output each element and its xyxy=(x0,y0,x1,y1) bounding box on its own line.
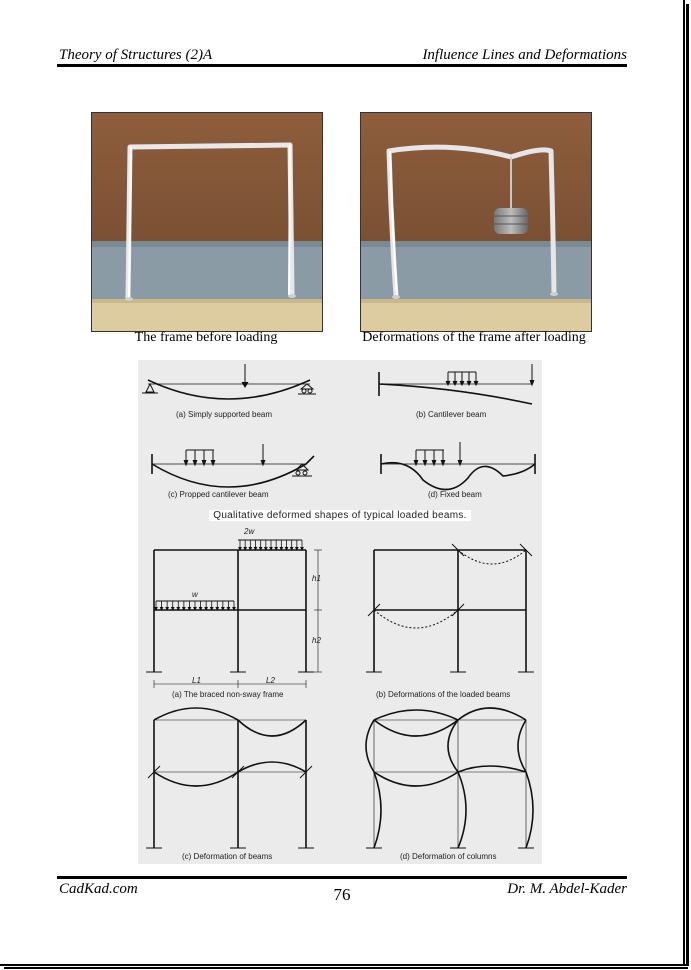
figure-title-text: Qualitative deformed shapes of typical loaded beams. xyxy=(209,510,471,521)
L1-label: L1 xyxy=(192,676,201,685)
label-cantilever-beam: (b) Cantilever beam xyxy=(416,410,487,419)
page-border-bottom xyxy=(0,964,687,966)
photo-caption-after: Deformations of the frame after loading xyxy=(362,330,586,345)
h1-label: h1 xyxy=(312,574,321,583)
page-border-right xyxy=(683,0,685,966)
h2-label: h2 xyxy=(312,636,321,645)
label-braced-frame: (a) The braced non-sway frame xyxy=(172,690,284,699)
load-2w-label: 2w xyxy=(244,527,255,536)
photo-frame-after-loading xyxy=(360,112,592,332)
page-header xyxy=(57,47,627,65)
footer-rule xyxy=(57,876,627,879)
deformed-shapes-diagram xyxy=(138,360,542,864)
header-left-title: Theory of Structures (2)A xyxy=(59,47,213,63)
deformed-shapes-figure xyxy=(138,360,542,864)
footer-website: CadKad.com xyxy=(59,881,138,897)
figure-title xyxy=(138,510,542,521)
page-shadow-bottom xyxy=(4,967,688,969)
label-fixed-beam: (d) Fixed beam xyxy=(428,490,482,499)
label-propped-cantilever-beam: (c) Propped cantilever beam xyxy=(168,490,269,499)
label-columns-deformation: (d) Deformation of columns xyxy=(400,852,497,861)
footer-author: Dr. M. Abdel-Kader xyxy=(507,881,627,897)
page-shadow-right xyxy=(686,4,689,966)
page-number: 76 xyxy=(333,885,351,904)
label-loaded-beams-deformation: (b) Deformations of the loaded beams xyxy=(376,690,511,699)
label-beams-deformation: (c) Deformation of beams xyxy=(182,852,273,861)
page-footer xyxy=(57,881,627,903)
load-w-label: w xyxy=(192,590,198,599)
L2-label: L2 xyxy=(266,676,275,685)
label-simply-supported-beam: (a) Simply supported beam xyxy=(176,410,273,419)
header-rule xyxy=(57,64,627,67)
photo-frame-before-loading xyxy=(91,112,323,332)
header-right-title: Influence Lines and Deformations xyxy=(422,47,627,63)
photo-caption-before: The frame before loading xyxy=(134,330,278,345)
